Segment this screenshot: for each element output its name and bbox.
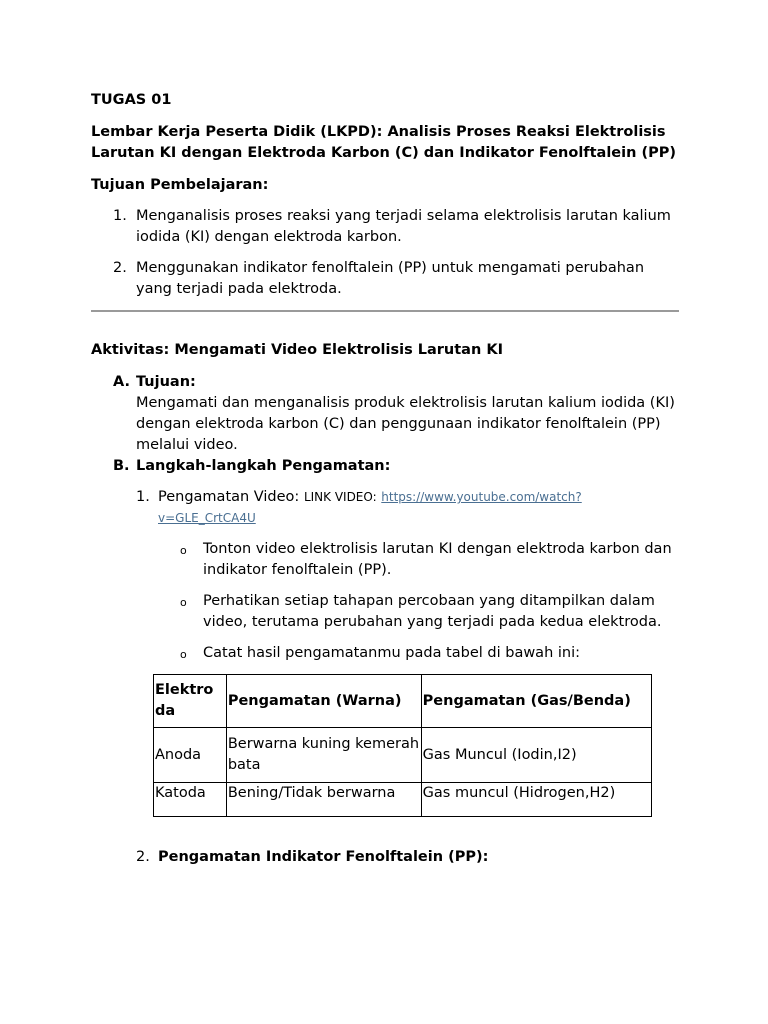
table-cell: Gas muncul (Hidrogen,H2): [421, 783, 651, 817]
assignment-label: TUGAS 01: [91, 92, 172, 108]
step-1-label: Pengamatan Video:: [158, 489, 300, 505]
header-color: Pengamatan (Warna): [226, 675, 421, 728]
table-header-row: [154, 675, 652, 728]
section-b-heading: Langkah-langkah Pengamatan:: [136, 458, 391, 474]
document-page: [91, 90, 681, 868]
table-cell: Bening/Tidak berwarna: [226, 783, 421, 817]
observation-table: [153, 674, 652, 817]
step-2: [91, 847, 681, 868]
table-row: [154, 783, 652, 817]
bullet-text: Tonton video elektrolisis larutan KI dengan elektroda karbon dan indikator fenolftalein (PP).: [203, 541, 672, 578]
bullet-text: Perhatikan setiap tahapan percobaan yang ditampilkan dalam video, terutama perubahan yang terjadi pada kedua elektroda.: [203, 593, 662, 630]
video-link-line1[interactable]: https://www.youtube.com/watch?: [381, 490, 582, 504]
list-item: [91, 539, 681, 581]
learning-objectives-list: [91, 206, 681, 300]
list-item: [91, 206, 681, 248]
table-cell: Gas Muncul (Iodin,I2): [421, 728, 651, 783]
section-a-text: Mengamati dan menganalisis produk elektrolisis larutan kalium iodida (KI) dengan elektroda karbon (C) dan penggunaan indikator fenolftalein (PP) melalui video.: [136, 395, 675, 453]
document-title: Lembar Kerja Peserta Didik (LKPD): Analisis Proses Reaksi Elektrolisis Larutan KI dengan Elektroda Karbon (C) dan Indikator Fenolftalein (PP): [91, 124, 676, 161]
table-cell: Berwarna kuning kemerah bata: [226, 728, 421, 783]
observation-steps-list: [91, 539, 681, 664]
bullet-text: Catat hasil pengamatanmu pada tabel di bawah ini:: [203, 645, 580, 661]
table-cell: Anoda: [154, 728, 227, 783]
header-gas: Pengamatan (Gas/Benda): [421, 675, 651, 728]
list-item-text: Menganalisis proses reaksi yang terjadi selama elektrolisis larutan kalium iodida (KI) dengan elektroda karbon.: [136, 208, 671, 245]
list-item: [91, 258, 681, 300]
table-cell: Katoda: [154, 783, 227, 817]
learning-objectives-heading: Tujuan Pembelajaran:: [91, 177, 269, 193]
section-a-heading: Tujuan:: [136, 374, 196, 390]
bullet-marker: o: [180, 648, 187, 661]
step-number: 1.: [136, 489, 150, 505]
list-number: 2.: [113, 260, 127, 276]
list-item: [91, 643, 681, 664]
video-link-line2[interactable]: v=GLE_CrtCA4U: [158, 511, 256, 525]
horizontal-divider: [91, 310, 679, 312]
section-letter: B.: [113, 458, 130, 474]
section-b: [91, 456, 681, 477]
header-electrode: Elektro da: [154, 675, 227, 728]
section-letter: A.: [113, 374, 130, 390]
step-2-label: Pengamatan Indikator Fenolftalein (PP):: [158, 849, 489, 865]
table-row: [154, 728, 652, 783]
step-1: [91, 487, 681, 529]
bullet-marker: o: [180, 596, 187, 609]
link-video-label: LINK VIDEO:: [303, 490, 377, 504]
list-item: [91, 591, 681, 633]
list-number: 1.: [113, 208, 127, 224]
step-number: 2.: [136, 849, 150, 865]
section-a: [91, 372, 681, 456]
activity-heading: Aktivitas: Mengamati Video Elektrolisis Larutan KI: [91, 342, 503, 358]
bullet-marker: o: [180, 544, 187, 557]
list-item-text: Menggunakan indikator fenolftalein (PP) untuk mengamati perubahan yang terjadi pada elektroda.: [136, 260, 645, 297]
